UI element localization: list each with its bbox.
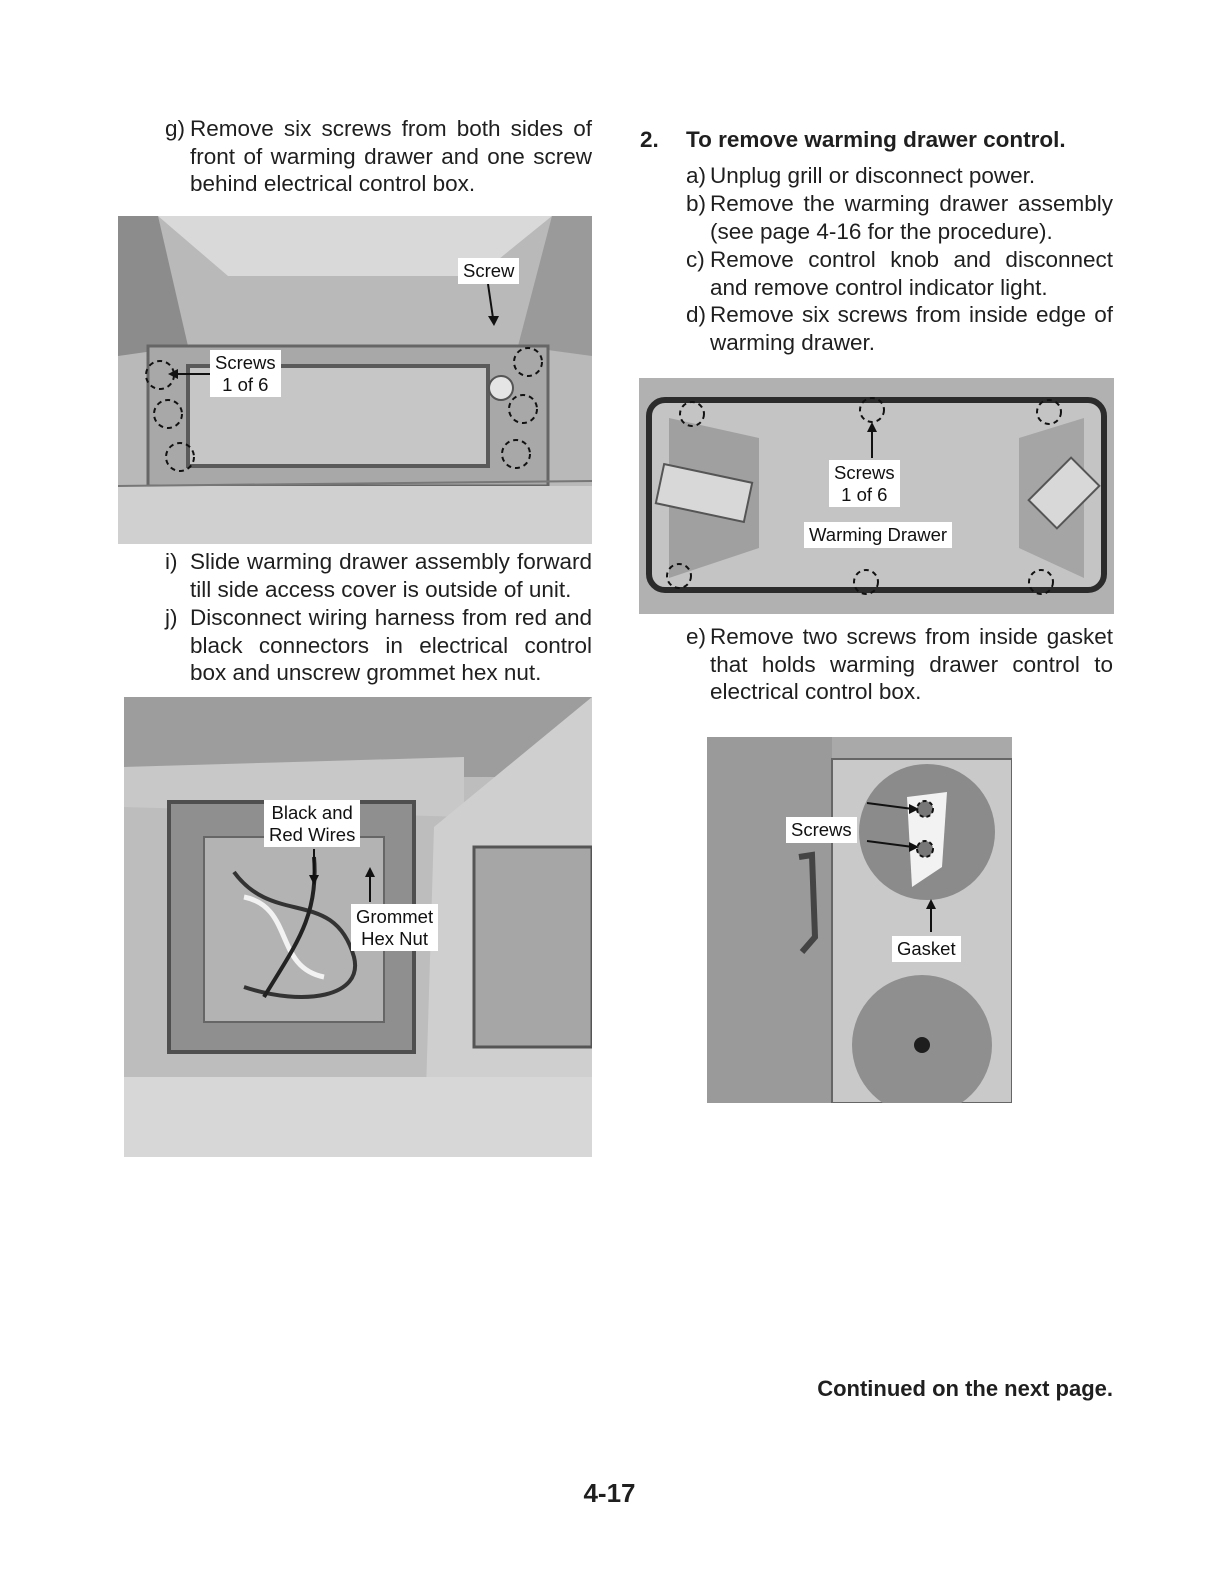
step-label: a) — [686, 163, 707, 188]
callout-grommet-hex-nut — [351, 904, 438, 951]
step-label: e) — [686, 624, 707, 649]
callout-line: Grommet — [356, 906, 434, 927]
callout-line: 1 of 6 — [841, 483, 888, 505]
callout-black-red-wires — [264, 800, 360, 847]
callout-line: Screws — [834, 462, 895, 483]
step-label: c) — [686, 247, 705, 272]
step-i — [165, 548, 592, 603]
step-text: Remove the warming drawer assembly (see page 4-16 for the procedure). — [710, 191, 1113, 244]
photo-illustration — [118, 216, 592, 544]
section-title: To remove warming drawer control. — [686, 127, 1066, 152]
step-g — [165, 115, 592, 198]
step-label: b) — [686, 191, 707, 216]
step-label: i) — [165, 549, 178, 574]
callout-screws: Screws — [786, 817, 857, 843]
page-number: 4-17 — [583, 1478, 636, 1508]
photo-illustration — [707, 737, 1012, 1103]
photo-control-box-wiring — [124, 697, 592, 1157]
step-text: Slide warming drawer assembly forward till side access cover is outside of unit. — [190, 549, 592, 602]
step-label: d) — [686, 302, 707, 327]
step-text: Remove control knob and disconnect and remove control indicator light. — [710, 247, 1113, 300]
step-text: Remove six screws from both sides of front of warming drawer and one screw behind electrical control box. — [190, 116, 592, 196]
callout-line: 1 of 6 — [222, 373, 269, 395]
step-text: Disconnect wiring harness from red and black connectors in electrical control box and unscrew grommet hex nut. — [190, 605, 592, 685]
callout-gasket: Gasket — [892, 936, 961, 962]
step-label: g) — [165, 116, 186, 141]
callout-line: Hex Nut — [361, 927, 428, 949]
continued-note: Continued on the next page. — [817, 1376, 1113, 1401]
step-c — [686, 246, 1113, 301]
step-b — [686, 190, 1113, 245]
step-a — [686, 162, 1113, 190]
callout-screws-count — [210, 350, 281, 397]
step-e — [686, 623, 1113, 706]
step-j — [165, 604, 592, 687]
step-d — [686, 301, 1113, 356]
photo-warming-drawer-top — [639, 378, 1114, 614]
step-text: Remove two screws from inside gasket that holds warming drawer control to electrical control box. — [710, 624, 1113, 704]
callout-screws-count — [829, 460, 900, 507]
callout-screw: Screw — [458, 258, 519, 284]
step-text: Remove six screws from inside edge of warming drawer. — [710, 302, 1113, 355]
section-number: 2. — [640, 127, 659, 152]
callout-line: Red Wires — [269, 823, 356, 845]
step-label: j) — [165, 605, 178, 630]
callout-line: Black and — [271, 802, 353, 823]
step-text: Unplug grill or disconnect power. — [710, 163, 1036, 188]
photo-warming-drawer-front — [118, 216, 592, 544]
callout-line: Screws — [215, 352, 276, 373]
photo-gasket-screws — [707, 737, 1012, 1103]
callout-warming-drawer: Warming Drawer — [804, 522, 952, 548]
